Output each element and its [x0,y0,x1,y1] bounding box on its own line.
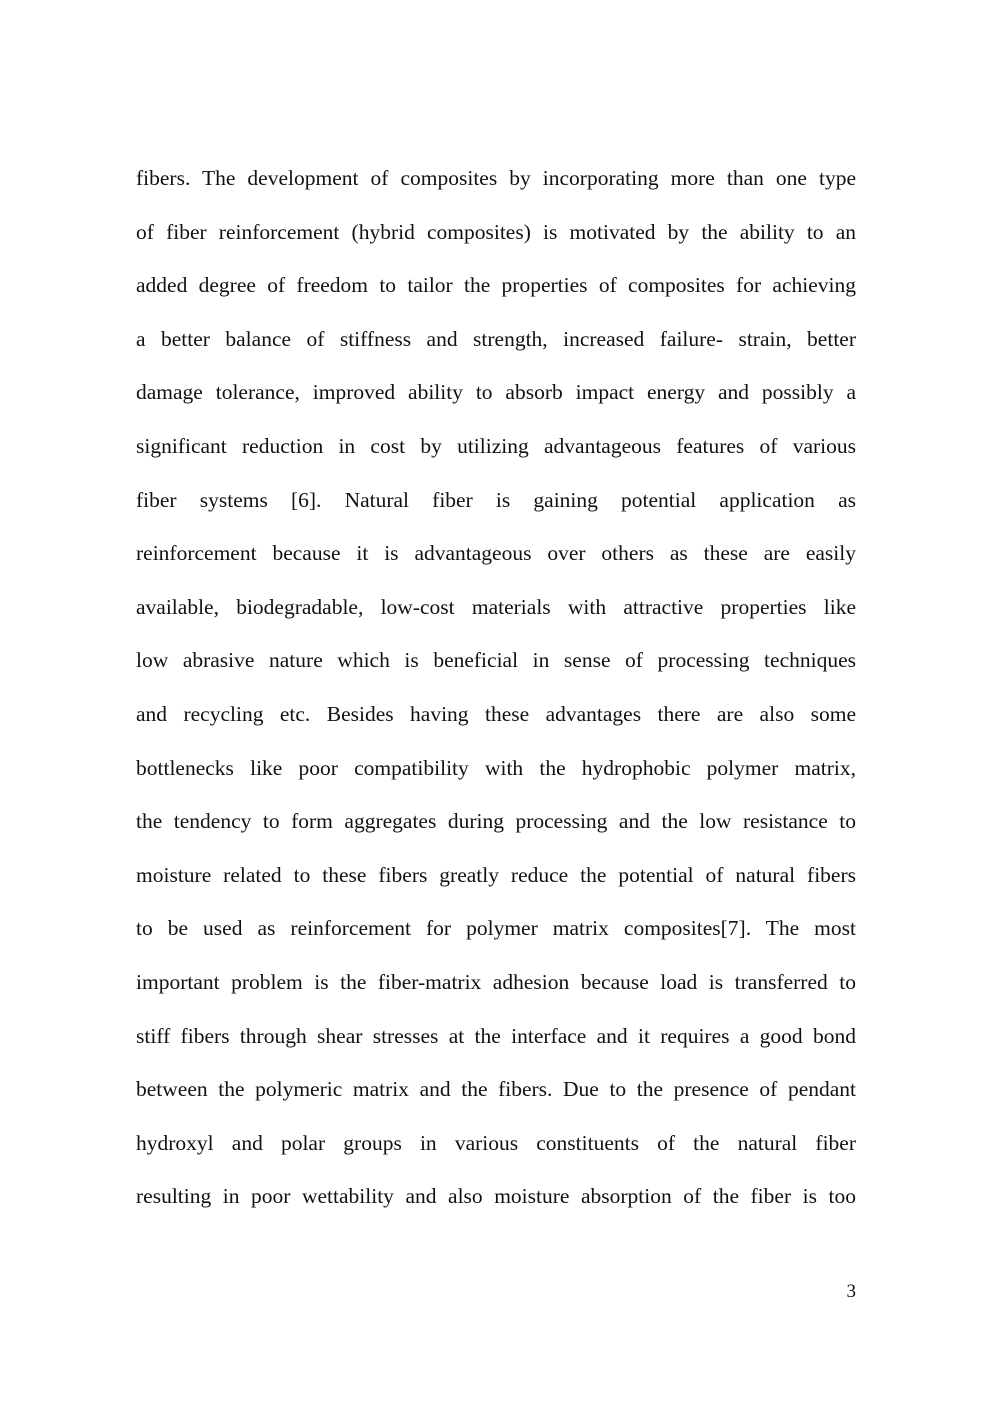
text-line: fibers. The development of composites by incorporating more than one type [136,166,856,190]
text-line: significant reduction in cost by utilizing advantageous features of various [136,433,856,458]
text-line: low abrasive nature which is beneficial in sense of processing techniques [136,648,856,673]
text-line: of fiber reinforcement (hybrid composites) is motivated by the ability to an [136,219,856,244]
text-line: resulting in poor wettability and also moisture absorption of the fiber is too [136,1184,856,1209]
text-line: reinforcement because it is advantageous over others as these are easily [136,541,856,566]
text-line: a better balance of stiffness and strength, increased failure- strain, better [136,326,856,351]
text-line: between the polymeric matrix and the fibers. Due to the presence of pendant [136,1077,856,1102]
text-line: hydroxyl and polar groups in various constituents of the natural fiber [136,1130,856,1155]
text-line: available, biodegradable, low-cost materials with attractive properties like [136,594,856,619]
text-line: bottlenecks like poor compatibility with the hydrophobic polymer matrix, [136,755,856,780]
page-number: 3 [846,1281,856,1302]
text-line: moisture related to these fibers greatly reduce the potential of natural fibers [136,862,856,887]
text-line: added degree of freedom to tailor the properties of composites for achieving [136,273,856,298]
text-line: important problem is the fiber-matrix adhesion because load is transferred to [136,969,856,994]
text-line: fiber systems [6]. Natural fiber is gaining potential application as [136,487,856,512]
text-line: stiff fibers through shear stresses at the interface and it requires a good bond [136,1023,856,1048]
text-line: the tendency to form aggregates during processing and the low resistance to [136,809,856,834]
text-line: damage tolerance, improved ability to absorb impact energy and possibly a [136,380,856,405]
text-line: and recycling etc. Besides having these advantages there are also some [136,701,856,726]
body-paragraph [136,158,856,1230]
text-line: to be used as reinforcement for polymer matrix composites[7]. The most [136,916,856,941]
